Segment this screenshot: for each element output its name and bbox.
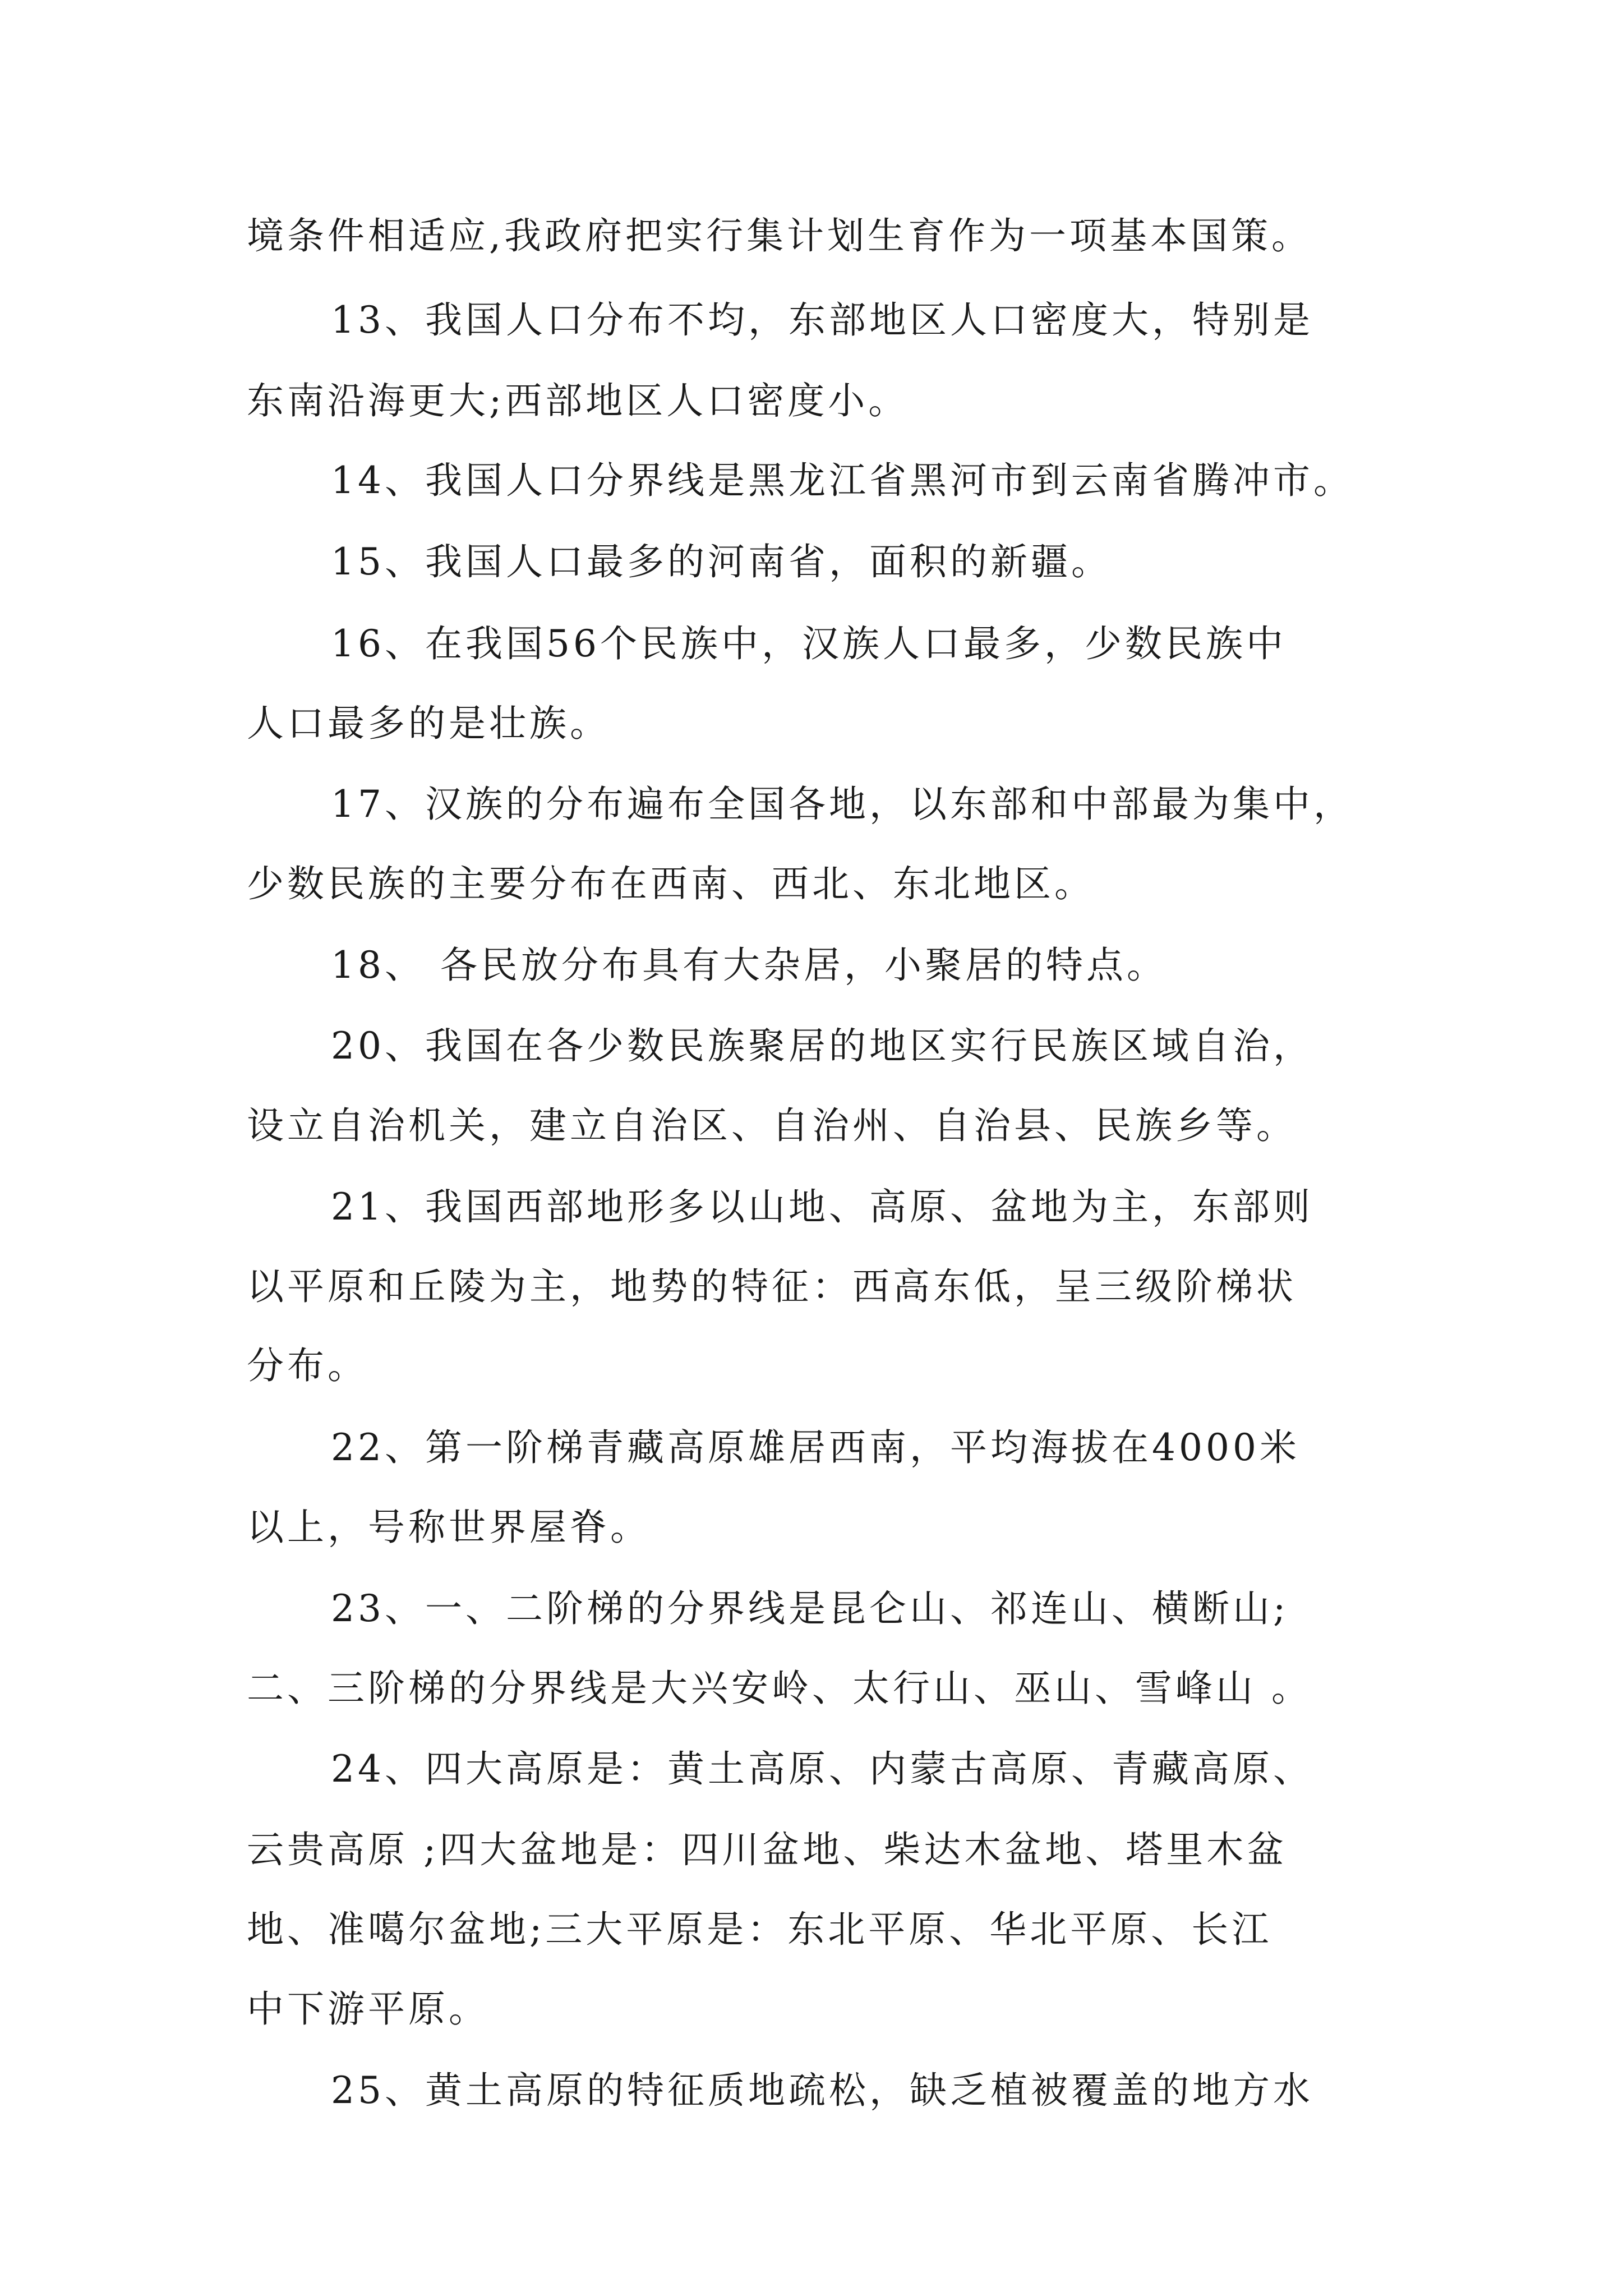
text-line-4: 14、我国人口分界线是黑龙江省黑河市到云南省腾冲市。 [331,459,1354,502]
text-line-22: 地、准噶尔盆地;三大平原是：东北平原、华北平原、长江 [247,1908,1272,1951]
text-line-3: 东南沿海更大;西部地区人口密度小。 [247,379,909,422]
text-line-20: 24、四大高原是：黄土高原、内蒙古高原、青藏高原、 [331,1747,1313,1791]
text-line-11: 20、我国在各少数民族聚居的地区实行民族区域自治， [331,1024,1313,1068]
text-line-10: 18、 各民放分布具有大杂居，小聚居的特点。 [331,944,1167,987]
text-line-5: 15、我国人口最多的河南省，面积的新疆。 [331,540,1112,583]
text-line-1: 境条件相适应,我政府把实行集计划生育作为一项基本国策。 [247,214,1312,257]
text-line-15: 分布。 [247,1344,368,1387]
text-line-23: 中下游平原。 [247,1987,489,2031]
text-line-16: 22、第一阶梯青藏高原雄居西南，平均海拔在4000米 [331,1426,1300,1469]
text-line-8: 17、汉族的分布遍布全国各地，以东部和中部最为集中， [331,783,1354,826]
text-line-18: 23、一、二阶梯的分界线是昆仑山、祁连山、横断山; [331,1587,1289,1630]
text-line-17: 以上，号称世界屋脊。 [247,1506,651,1549]
text-line-13: 21、我国西部地形多以山地、高原、盆地为主，东部则 [331,1185,1313,1228]
text-line-24: 25、黄土高原的特征质地疏松，缺乏植被覆盖的地方水 [331,2069,1313,2112]
text-line-14: 以平原和丘陵为主，地势的特征：西高东低，呈三级阶梯状 [247,1265,1297,1308]
text-line-6: 16、在我国56个民族中，汉族人口最多，少数民族中 [331,622,1287,665]
text-line-9: 少数民族的主要分布在西南、西北、东北地区。 [247,862,1095,905]
text-line-12: 设立自治机关，建立自治区、自治州、自治县、民族乡等。 [247,1104,1297,1147]
text-line-21: 云贵高原 ;四大盆地是：四川盆地、柴达木盆地、塔里木盆 [247,1828,1288,1871]
text-line-2: 13、我国人口分布不均，东部地区人口密度大，特别是 [331,298,1313,342]
text-line-19: 二、三阶梯的分界线是大兴安岭、太行山、巫山、雪峰山 。 [247,1667,1312,1710]
text-line-7: 人口最多的是壮族。 [247,702,610,745]
